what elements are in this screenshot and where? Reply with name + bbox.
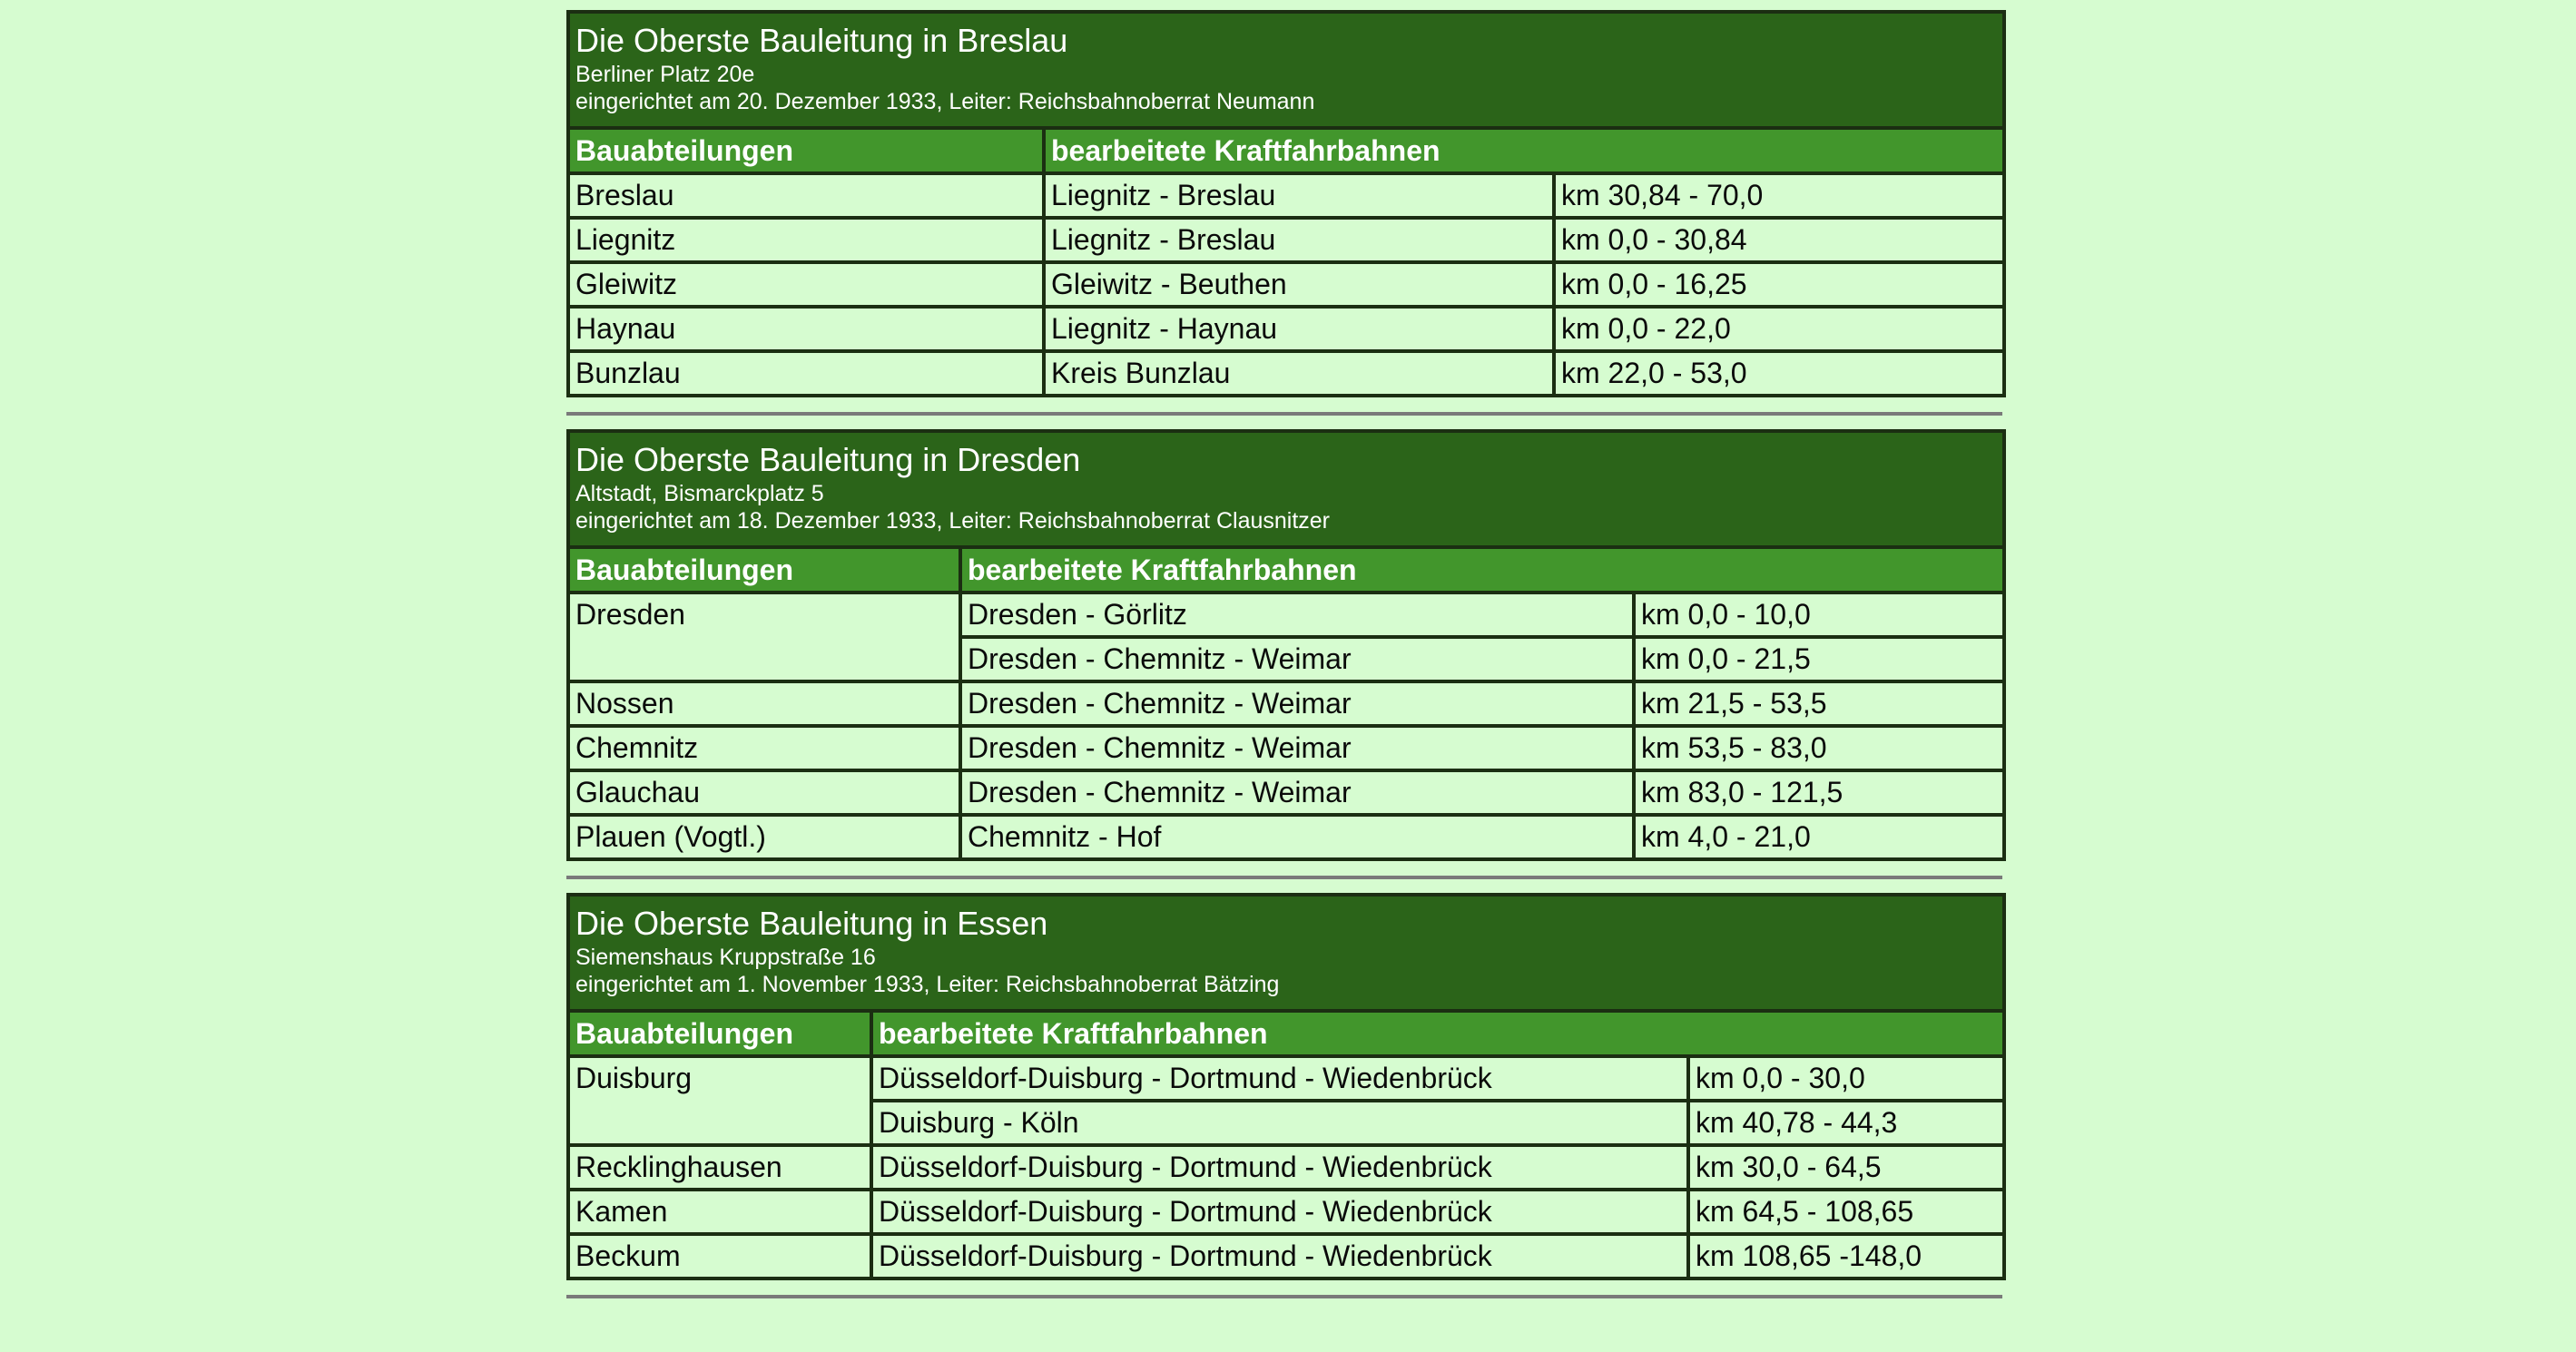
- table-row: [568, 262, 2004, 307]
- table-row: [568, 1190, 2004, 1234]
- department-cell: Bunzlau: [568, 351, 1044, 396]
- table-row: [568, 1234, 2004, 1279]
- route-cell: Liegnitz - Breslau: [1044, 218, 1554, 262]
- section-address: Siemenshaus Kruppstraße 16: [575, 945, 876, 970]
- section-established: eingerichtet am 20. Dezember 1933, Leiter: Reichsbahnoberrat Neumann: [575, 89, 1315, 114]
- km-cell: km 108,65 -148,0: [1688, 1234, 2004, 1279]
- route-cell: Dresden - Chemnitz - Weimar: [960, 770, 1634, 815]
- section-divider: [566, 412, 2002, 416]
- table-row: [568, 307, 2004, 351]
- table-row: [568, 1056, 2004, 1101]
- km-cell: km 0,0 - 10,0: [1634, 593, 2004, 637]
- department-cell: Haynau: [568, 307, 1044, 351]
- column-header-departments: Bauabteilungen: [568, 1011, 871, 1056]
- department-cell: Plauen (Vogtl.): [568, 815, 960, 859]
- section-address: Berliner Platz 20e: [575, 62, 755, 87]
- department-cell: Chemnitz: [568, 726, 960, 770]
- column-header-departments: Bauabteilungen: [568, 547, 960, 593]
- table-row: [568, 681, 2004, 726]
- department-cell: Kamen: [568, 1190, 871, 1234]
- km-cell: km 53,5 - 83,0: [1634, 726, 2004, 770]
- department-cell: Liegnitz: [568, 218, 1044, 262]
- km-cell: km 40,78 - 44,3: [1688, 1101, 2004, 1145]
- table-row: [568, 726, 2004, 770]
- route-cell: Düsseldorf-Duisburg - Dortmund - Wiedenbrück: [871, 1056, 1688, 1101]
- bauleitung-table-dresden: [566, 429, 2006, 861]
- km-cell: km 0,0 - 30,84: [1554, 218, 2004, 262]
- route-cell: Duisburg - Köln: [871, 1101, 1688, 1145]
- section-established: eingerichtet am 18. Dezember 1933, Leiter: Reichsbahnoberrat Clausnitzer: [575, 508, 1331, 534]
- department-cell: Breslau: [568, 173, 1044, 218]
- route-cell: Liegnitz - Haynau: [1044, 307, 1554, 351]
- route-cell: Kreis Bunzlau: [1044, 351, 1554, 396]
- route-cell: Düsseldorf-Duisburg - Dortmund - Wiedenbrück: [871, 1234, 1688, 1279]
- km-cell: km 0,0 - 21,5: [1634, 637, 2004, 681]
- route-cell: Chemnitz - Hof: [960, 815, 1634, 859]
- km-cell: km 21,5 - 53,5: [1634, 681, 2004, 726]
- table-row: [568, 218, 2004, 262]
- route-cell: Dresden - Chemnitz - Weimar: [960, 681, 1634, 726]
- content-container: [566, 10, 2002, 1312]
- section-title: Die Oberste Bauleitung in Essen: [575, 905, 1048, 942]
- department-cell: Beckum: [568, 1234, 871, 1279]
- km-cell: km 64,5 - 108,65: [1688, 1190, 2004, 1234]
- section-established: eingerichtet am 1. November 1933, Leiter: Reichsbahnoberrat Bätzing: [575, 972, 1280, 997]
- route-cell: Dresden - Chemnitz - Weimar: [960, 637, 1634, 681]
- department-cell: Duisburg: [568, 1056, 871, 1145]
- km-cell: km 0,0 - 22,0: [1554, 307, 2004, 351]
- table-row: [568, 815, 2004, 859]
- route-cell: Dresden - Chemnitz - Weimar: [960, 726, 1634, 770]
- km-cell: km 0,0 - 16,25: [1554, 262, 2004, 307]
- department-cell: Gleiwitz: [568, 262, 1044, 307]
- section-title: Die Oberste Bauleitung in Breslau: [575, 22, 1068, 59]
- route-cell: Düsseldorf-Duisburg - Dortmund - Wiedenbrück: [871, 1145, 1688, 1190]
- section-divider: [566, 876, 2002, 879]
- section-address: Altstadt, Bismarckplatz 5: [575, 481, 824, 506]
- route-cell: Düsseldorf-Duisburg - Dortmund - Wiedenbrück: [871, 1190, 1688, 1234]
- km-cell: km 0,0 - 30,0: [1688, 1056, 2004, 1101]
- table-row: [568, 1145, 2004, 1190]
- bauleitung-table-essen: [566, 893, 2006, 1280]
- km-cell: km 4,0 - 21,0: [1634, 815, 2004, 859]
- section-title: Die Oberste Bauleitung in Dresden: [575, 441, 1081, 478]
- bauleitung-table-breslau: [566, 10, 2006, 397]
- department-cell: Dresden: [568, 593, 960, 681]
- km-cell: km 22,0 - 53,0: [1554, 351, 2004, 396]
- table-row: [568, 351, 2004, 396]
- table-title-block: [568, 12, 2004, 128]
- route-cell: Gleiwitz - Beuthen: [1044, 262, 1554, 307]
- column-header-routes: bearbeitete Kraftfahrbahnen: [1044, 128, 2004, 173]
- km-cell: km 30,0 - 64,5: [1688, 1145, 2004, 1190]
- department-cell: Recklinghausen: [568, 1145, 871, 1190]
- km-cell: km 30,84 - 70,0: [1554, 173, 2004, 218]
- route-cell: Dresden - Görlitz: [960, 593, 1634, 637]
- column-header-routes: bearbeitete Kraftfahrbahnen: [871, 1011, 2004, 1056]
- department-cell: Nossen: [568, 681, 960, 726]
- column-header-departments: Bauabteilungen: [568, 128, 1044, 173]
- table-row: [568, 173, 2004, 218]
- km-cell: km 83,0 - 121,5: [1634, 770, 2004, 815]
- section-divider: [566, 1295, 2002, 1298]
- column-header-routes: bearbeitete Kraftfahrbahnen: [960, 547, 2004, 593]
- table-title-block: [568, 895, 2004, 1011]
- table-title-block: [568, 431, 2004, 547]
- table-row: [568, 770, 2004, 815]
- table-row: [568, 593, 2004, 637]
- route-cell: Liegnitz - Breslau: [1044, 173, 1554, 218]
- department-cell: Glauchau: [568, 770, 960, 815]
